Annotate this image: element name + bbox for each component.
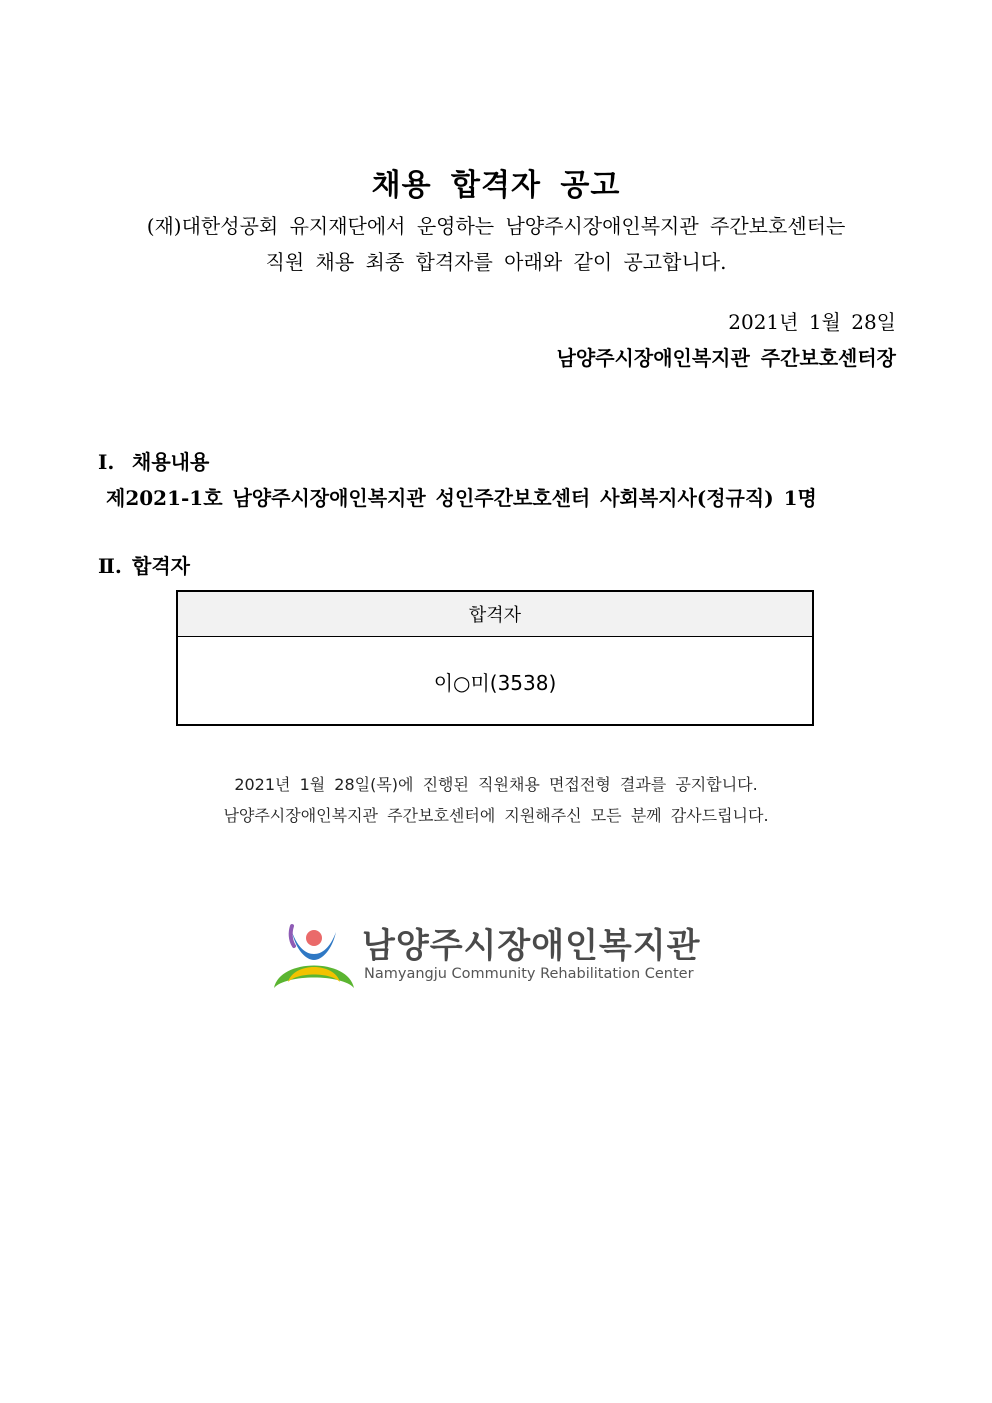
section-2-heading [98,550,190,579]
notice-line-2: 남양주시장애인복지관 주간보호센터에 지원해주신 모든 분께 감사드립니다. [223,806,769,825]
section-1-title: 채용내용 [132,450,210,474]
result-table-cell: 이○미(3538) [433,670,557,695]
page-title: 채용 합격자 공고 [371,168,621,203]
section-1-number: Ⅰ. [98,450,115,474]
notice-line-1: 2021년 1월 28일(목)에 진행된 직원채용 면접전형 결과를 공지합니다. [234,775,758,794]
result-table [176,590,814,726]
organization-logo [272,918,701,994]
intro-line-2: 직원 채용 최종 합격자를 아래와 같이 공고합니다. [265,250,727,274]
section-2-number: Ⅱ. [98,554,122,578]
issuing-organization: 남양주시장애인복지관 주간보호센터장 [556,346,896,370]
section-1-content: 제2021-1호 남양주시장애인복지관 성인주간보호센터 사회복지사(정규직) 1명 [106,486,817,510]
intro-line-1: (재)대한성공회 유지재단에서 운영하는 남양주시장애인복지관 주간보호센터는 [146,214,846,238]
result-table-header: 합격자 [178,592,812,637]
section-2-title: 합격자 [132,554,190,578]
logo-subtitle: Namyangju Community Rehabilitation Center [364,966,694,982]
section-1-heading [98,446,209,475]
announcement-date: 2021년 1월 28일 [728,310,896,334]
logo-mark-icon [272,918,356,994]
logo-name: 남양주시장애인복지관 [362,926,701,966]
